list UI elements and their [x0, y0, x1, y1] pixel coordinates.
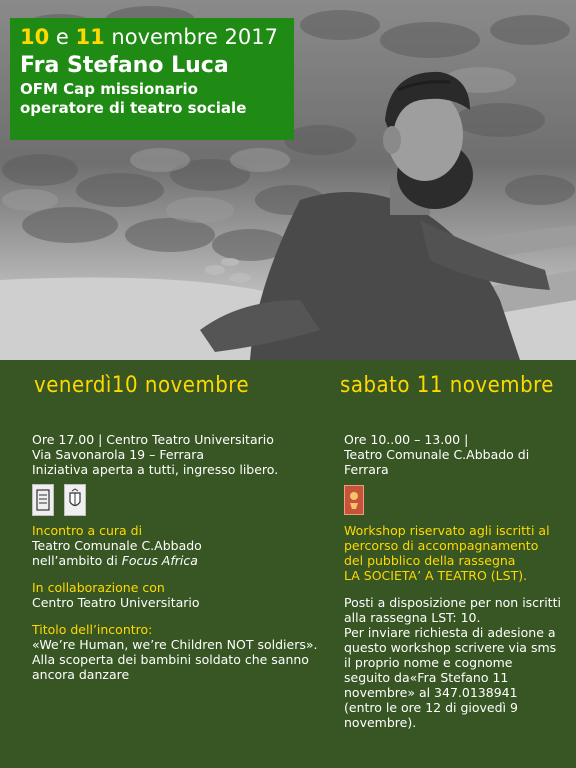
teatro-logo-icon — [32, 484, 54, 516]
titolo-line2: Alla scoperta dei bambini soldato che sanno — [32, 652, 309, 667]
saturday-venue-line2: Ferrara — [344, 462, 389, 477]
incontro-label: Incontro a cura di — [32, 523, 143, 538]
info-line7: novembre). — [344, 715, 417, 730]
friday-open-notice: Iniziativa aperta a tutti, ingresso libero. — [32, 462, 279, 477]
titolo-label: Titolo dell’incontro: — [32, 622, 153, 637]
ambito-name: Focus Africa — [121, 553, 198, 568]
friday-time: Ore 17.00 | Centro Teatro Universitario — [32, 432, 274, 447]
info-line5: novembre» al 347.0138941 — [344, 685, 518, 700]
saturday-column — [344, 432, 564, 730]
info-line2: questo workshop scrivere via sms — [344, 640, 557, 655]
posti-line1: Posti a disposizione per non iscritti — [344, 595, 561, 610]
ambito-prefix: nell’ambito di — [32, 553, 122, 568]
day-heading-saturday: sabato 11 novembre — [340, 373, 554, 398]
workshop-line4: LA SOCIETA’ A TEATRO (LST). — [344, 568, 528, 583]
posti-line2: alla rassegna LST: 10. — [344, 610, 481, 625]
title-box — [10, 18, 294, 140]
info-line4: seguito da«Fra Stefano 11 — [344, 670, 509, 685]
saturday-time: Ore 10..00 – 13.00 | — [344, 432, 469, 447]
day-heading-friday: venerdì10 novembre — [34, 373, 250, 398]
date-day2: 11 — [75, 25, 105, 49]
collab-label: In collaborazione con — [32, 580, 165, 595]
ferrara-crest-icon — [64, 484, 86, 516]
speaker-role-line2: operatore di teatro sociale — [20, 99, 247, 117]
titolo-line3: ancora danzare — [32, 667, 130, 682]
partner-logos — [32, 483, 322, 517]
info-line1: Per inviare richiesta di adesione a — [344, 625, 556, 640]
workshop-line3: del pubblico della rassegna — [344, 553, 516, 568]
workshop-line1: Workshop riservato agli iscritti al — [344, 523, 550, 538]
info-line3: il proprio nome e cognome — [344, 655, 513, 670]
speaker-role-line1: OFM Cap missionario — [20, 80, 198, 98]
lst-logo-row — [344, 483, 564, 517]
ambito-line — [32, 553, 322, 568]
friday-address: Via Savonarola 19 – Ferrara — [32, 447, 205, 462]
event-dates — [20, 24, 284, 50]
titolo-line1: «We’re Human, we’re Children NOT soldiers». — [32, 637, 318, 652]
speaker-name: Fra Stefano Luca — [20, 53, 229, 78]
workshop-line2: percorso di accompagnamento — [344, 538, 539, 553]
lst-logo-icon — [344, 485, 364, 515]
date-month-year: novembre 2017 — [104, 25, 278, 49]
date-day1: 10 — [20, 25, 50, 49]
info-line6: (entro le ore 12 di giovedì 9 — [344, 700, 518, 715]
collab-organizer: Centro Teatro Universitario — [32, 595, 200, 610]
incontro-organizer: Teatro Comunale C.Abbado — [32, 538, 202, 553]
info-panel — [0, 360, 576, 768]
date-separator: e — [49, 25, 76, 49]
friday-column — [32, 432, 322, 682]
saturday-venue-line1: Teatro Comunale C.Abbado di — [344, 447, 530, 462]
